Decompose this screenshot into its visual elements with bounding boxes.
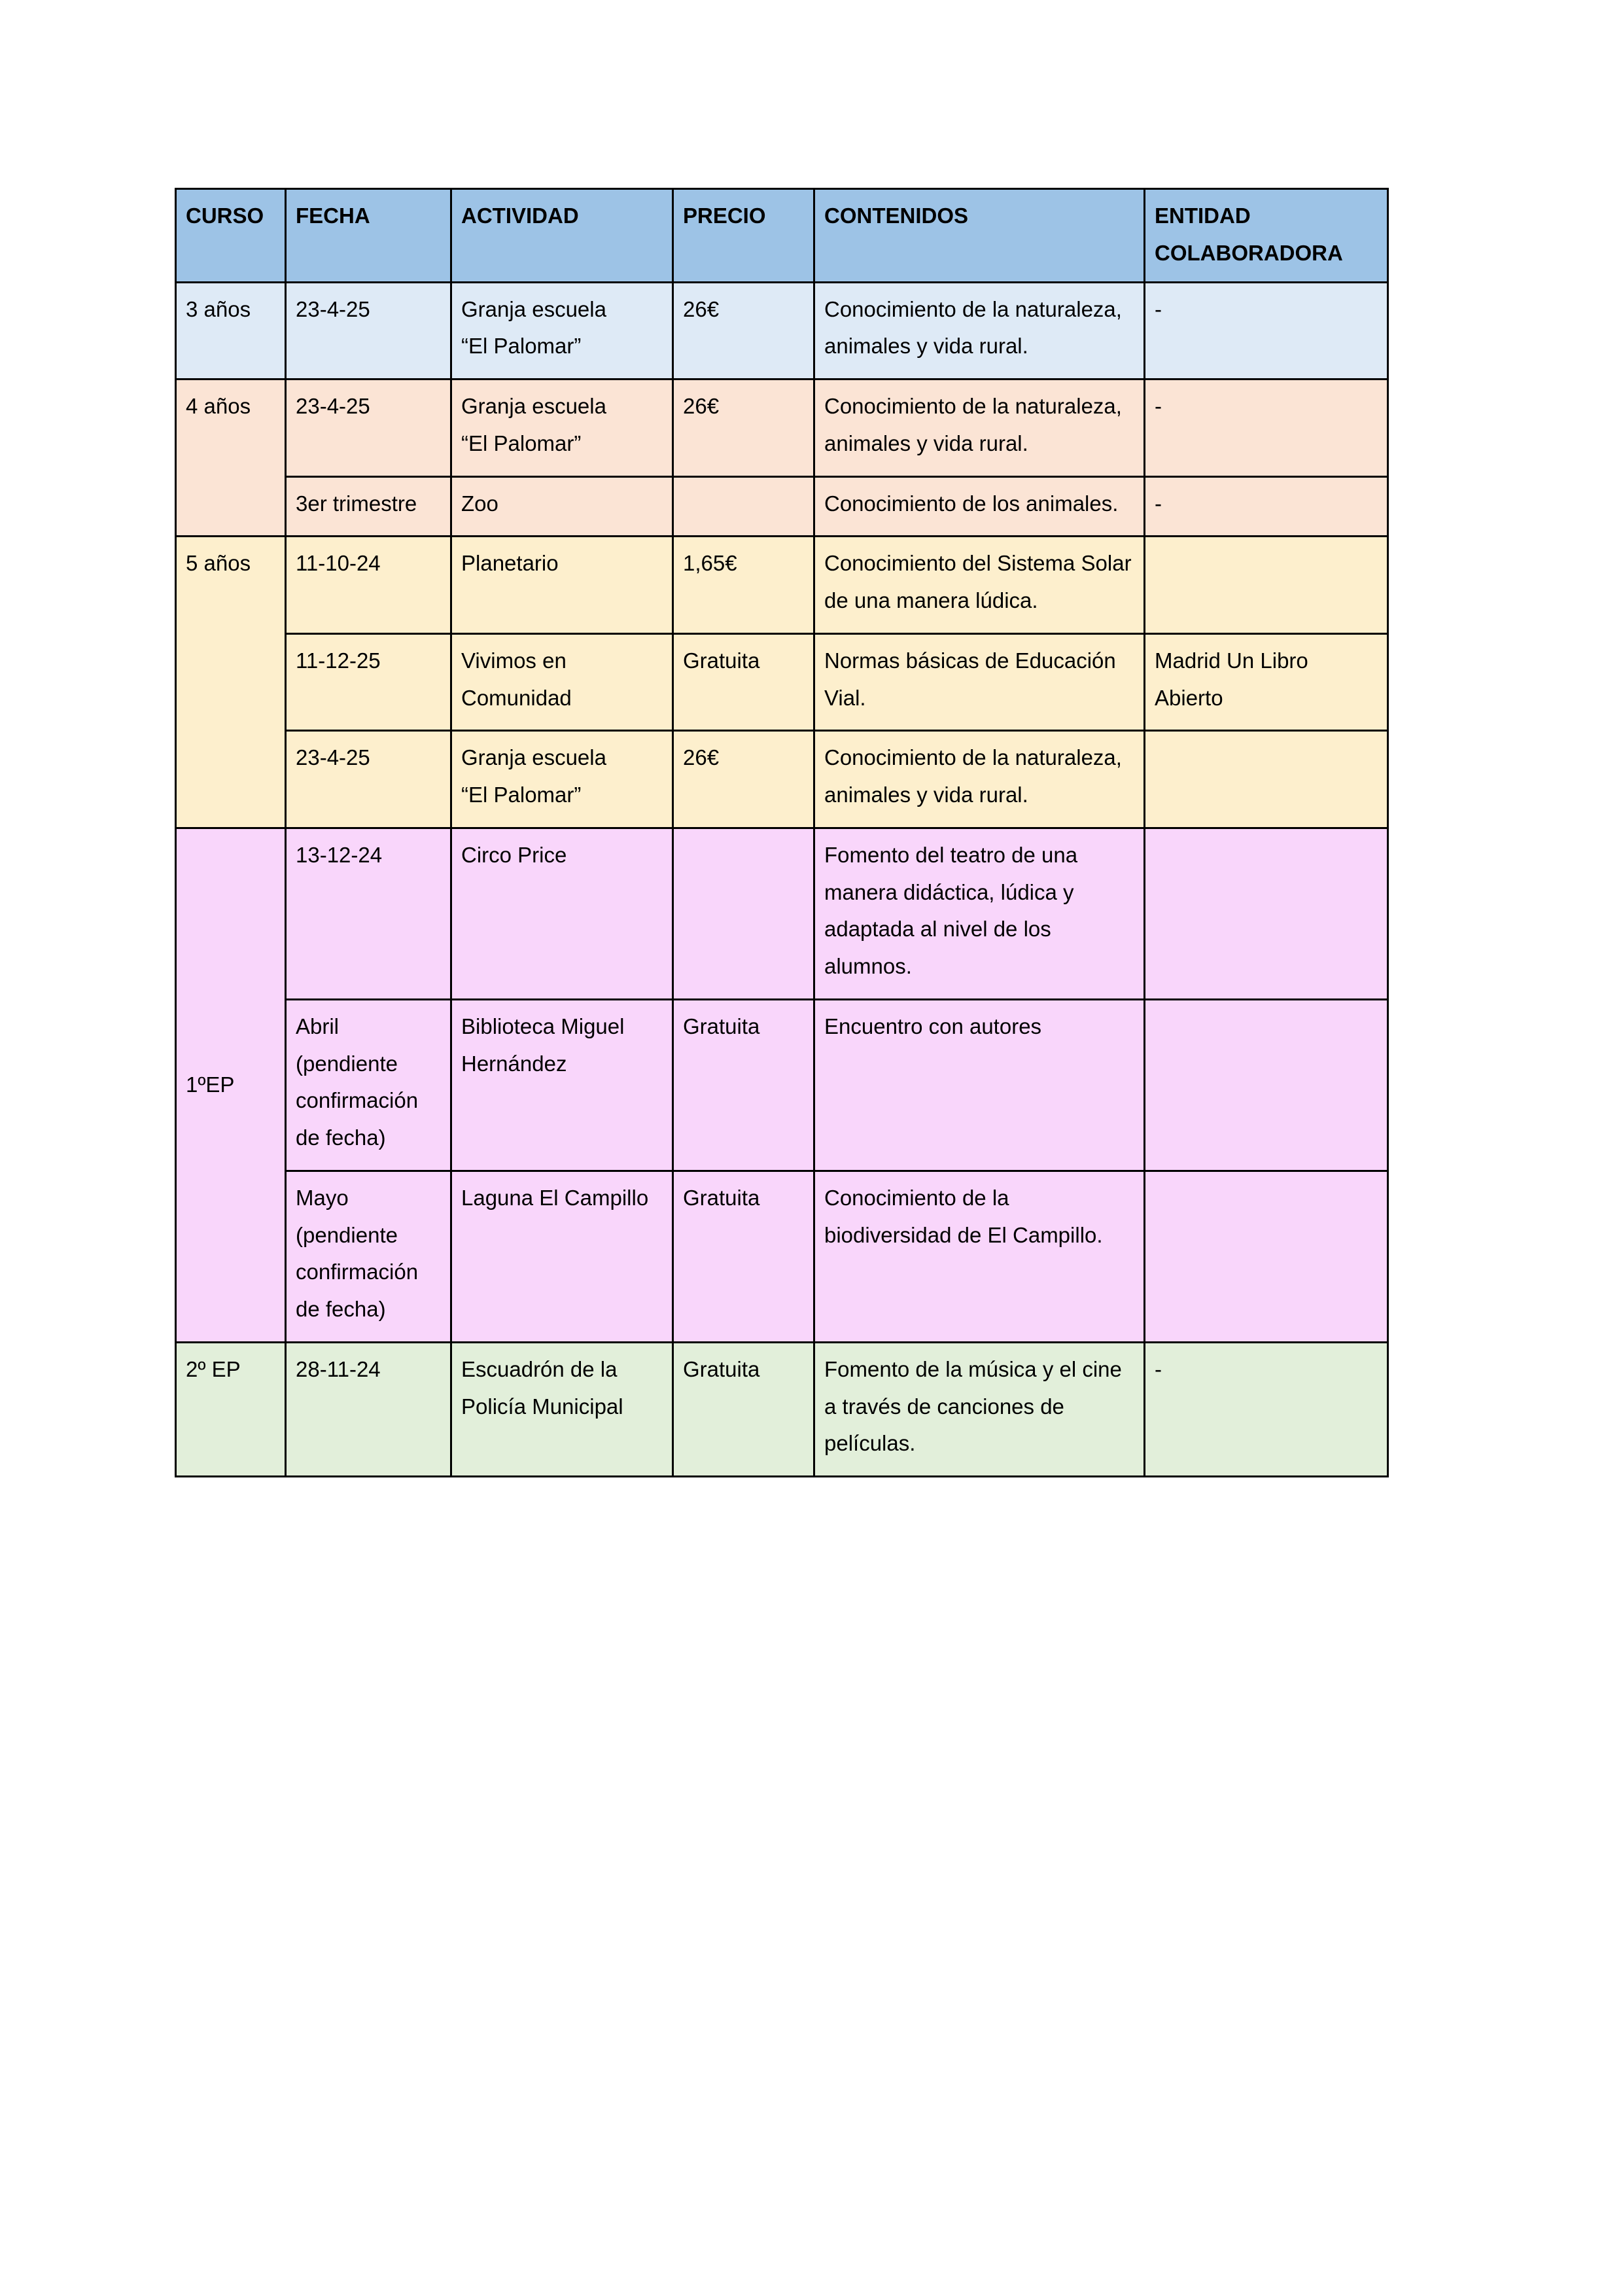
table-header [176,189,1388,283]
cell-curso-4anos: 4 años [176,380,286,537]
cell-actividad: Circo Price [451,828,673,999]
cell-actividad: Planetario [451,537,673,634]
cell-precio: 26€ [673,282,814,380]
cell-contenidos: Conocimiento de la naturaleza, animales y vida rural. [814,282,1145,380]
actividad-line-1: Granja escuela [461,296,606,321]
cell-entidad: - [1145,282,1388,380]
cell-contenidos: Conocimiento de la biodiversidad de El Campillo. [814,1171,1145,1342]
column-header-actividad: ACTIVIDAD [451,189,673,283]
table-row [176,828,1388,999]
column-header-precio: PRECIO [673,189,814,283]
cell-entidad: - [1145,380,1388,477]
cell-contenidos: Encuentro con autores [814,999,1145,1171]
table-row [176,282,1388,380]
cell-precio: Gratuita [673,1342,814,1476]
cell-precio: Gratuita [673,1171,814,1342]
cell-curso-5anos: 5 años [176,537,286,828]
column-header-fecha: FECHA [286,189,451,283]
cell-entidad [1145,1171,1388,1342]
actividad-line-2: “El Palomar” [461,431,582,455]
activities-table-container [175,188,1387,1477]
table-header-row [176,189,1388,283]
cell-precio: 1,65€ [673,537,814,634]
column-header-entidad-line1: ENTIDAD [1155,203,1251,228]
table-row [176,633,1388,731]
cell-entidad [1145,828,1388,999]
cell-contenidos: Conocimiento de la naturaleza, animales y vida rural. [814,380,1145,477]
cell-fecha: Mayo (pendiente confirmación de fecha) [286,1171,451,1342]
cell-actividad: Vivimos en Comunidad [451,633,673,731]
table-row [176,476,1388,537]
column-header-curso: CURSO [176,189,286,283]
table-row [176,380,1388,477]
cell-curso-1ep: 1ºEP [176,828,286,1342]
table-row [176,999,1388,1171]
actividad-line-1: Granja escuela [461,394,606,418]
cell-entidad [1145,999,1388,1171]
cell-precio [673,476,814,537]
column-header-entidad-colaboradora [1145,189,1388,283]
cell-fecha: 28-11-24 [286,1342,451,1476]
cell-fecha: 11-10-24 [286,537,451,634]
actividad-line-2: “El Palomar” [461,783,582,807]
cell-entidad [1145,537,1388,634]
cell-contenidos: Normas básicas de Educación Vial. [814,633,1145,731]
table-body [176,282,1388,1477]
cell-contenidos: Conocimiento de la naturaleza, animales y vida rural. [814,731,1145,828]
cell-actividad [451,731,673,828]
cell-precio: Gratuita [673,999,814,1171]
cell-entidad: - [1145,1342,1388,1476]
table-row [176,1342,1388,1476]
actividad-line-2: “El Palomar” [461,334,582,359]
cell-actividad [451,380,673,477]
cell-fecha: 11-12-25 [286,633,451,731]
cell-curso-2ep: 2º EP [176,1342,286,1476]
table-row [176,1171,1388,1342]
cell-actividad [451,282,673,380]
cell-contenidos: Conocimiento del Sistema Solar de una manera lúdica. [814,537,1145,634]
cell-precio: 26€ [673,380,814,477]
cell-entidad: Madrid Un Libro Abierto [1145,633,1388,731]
column-header-contenidos: CONTENIDOS [814,189,1145,283]
cell-precio: Gratuita [673,633,814,731]
activities-table [175,188,1389,1477]
cell-fecha: 23-4-25 [286,731,451,828]
cell-entidad [1145,731,1388,828]
cell-fecha: 13-12-24 [286,828,451,999]
cell-entidad: - [1145,476,1388,537]
cell-fecha: 3er trimestre [286,476,451,537]
cell-precio: 26€ [673,731,814,828]
table-row [176,731,1388,828]
cell-contenidos: Conocimiento de los animales. [814,476,1145,537]
actividad-line-1: Granja escuela [461,745,606,770]
cell-fecha: 23-4-25 [286,380,451,477]
cell-actividad: Laguna El Campillo [451,1171,673,1342]
cell-precio [673,828,814,999]
cell-fecha: Abril (pendiente confirmación de fecha) [286,999,451,1171]
cell-actividad: Escuadrón de la Policía Municipal [451,1342,673,1476]
cell-contenidos: Fomento de la música y el cine a través de canciones de películas. [814,1342,1145,1476]
cell-fecha: 23-4-25 [286,282,451,380]
column-header-entidad-line2: COLABORADORA [1155,240,1343,265]
cell-actividad: Biblioteca Miguel Hernández [451,999,673,1171]
table-row [176,537,1388,634]
cell-actividad: Zoo [451,476,673,537]
cell-curso-3anos: 3 años [176,282,286,380]
cell-contenidos: Fomento del teatro de una manera didáctica, lúdica y adaptada al nivel de los alumnos. [814,828,1145,999]
